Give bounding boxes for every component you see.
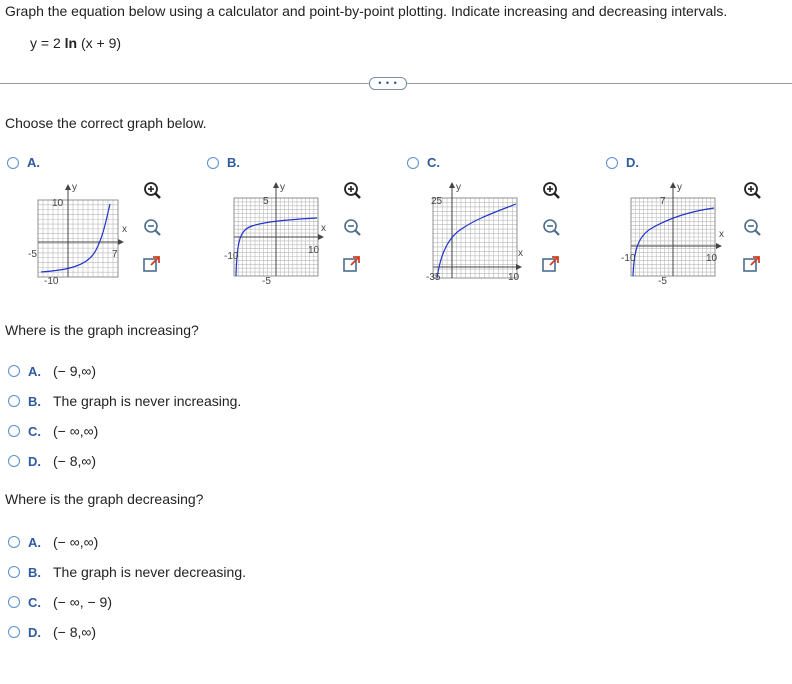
option-text: (− 9,∞) [53,363,97,379]
graph-b [222,180,337,285]
graph-a-letter: A. [27,155,40,170]
graph-d-letter: D. [626,155,639,170]
radio-graph-c[interactable] [407,157,419,169]
xtick-pos-label: 10 [508,272,520,283]
graph-d [620,180,735,285]
open-new-window-icon[interactable] [541,254,561,274]
zoom-in-icon[interactable] [342,180,362,200]
choose-prompt: Choose the correct graph below. [5,115,207,131]
zoom-in-icon[interactable] [742,180,762,200]
option-letter: D. [28,624,41,640]
graph-option-a[interactable] [7,155,40,170]
increasing-option-a[interactable] [8,363,96,379]
x-label: x [321,223,326,234]
xtick-pos-label: 7 [112,249,118,260]
option-letter: B. [28,564,41,580]
zoom-in-icon[interactable] [142,180,162,200]
x-axis-arrow [318,234,324,240]
zoom-out-icon[interactable] [342,217,362,237]
y-label: y [456,182,461,193]
x-axis-arrow [716,243,722,249]
option-text: (− 8,∞) [53,453,97,469]
decreasing-question: Where is the graph decreasing? [5,491,204,507]
ytick-label: 5 [263,196,269,207]
decreasing-option-c[interactable] [8,594,112,610]
xtick-pos-label: 10 [308,245,320,256]
y-label: y [280,182,285,193]
radio[interactable] [8,455,20,467]
graph-d-tools [742,180,762,274]
increasing-option-b[interactable] [8,393,241,409]
x-label: x [518,248,523,259]
ytick-neg-label: -5 [262,276,271,287]
y-axis-arrow [65,184,71,190]
x-label: x [719,229,724,240]
more-button[interactable]: • • • [369,77,407,90]
xtick-pos-label: 10 [706,253,718,264]
radio[interactable] [8,365,20,377]
graph-c [420,178,535,288]
graph-option-b[interactable] [207,155,240,170]
radio[interactable] [8,395,20,407]
option-letter: A. [28,534,41,550]
x-axis-arrow [118,239,124,245]
zoom-out-icon[interactable] [142,217,162,237]
radio[interactable] [8,596,20,608]
radio[interactable] [8,536,20,548]
radio-graph-a[interactable] [7,157,19,169]
graph-a-tools [142,180,162,274]
zoom-in-icon[interactable] [541,180,561,200]
open-new-window-icon[interactable] [142,254,162,274]
open-new-window-icon[interactable] [742,254,762,274]
option-letter: B. [28,393,41,409]
ytick-label: 25 [431,196,443,207]
increasing-option-d[interactable] [8,453,96,469]
xtick-neg-label: -5 [28,249,37,260]
radio-graph-b[interactable] [207,157,219,169]
increasing-option-c[interactable] [8,423,98,439]
option-text: (− ∞,∞) [53,423,99,439]
ytick-neg-label: -5 [658,276,667,287]
y-label: y [677,182,682,193]
x-axis-arrow [516,264,522,270]
y-label: y [72,182,77,193]
option-letter: C. [28,423,41,439]
equation [30,35,121,51]
graph-c-tools [541,180,561,274]
option-text: (− 8,∞) [53,624,97,640]
graph-b-letter: B. [227,155,240,170]
x-label: x [122,224,127,235]
zoom-out-icon[interactable] [742,217,762,237]
option-letter: D. [28,453,41,469]
increasing-question: Where is the graph increasing? [5,322,199,338]
radio-graph-d[interactable] [606,157,618,169]
graph-c-letter: C. [427,155,440,170]
option-letter: A. [28,363,41,379]
option-text: The graph is never decreasing. [53,564,246,580]
equation-rhs: (x + 9) [77,35,122,51]
decreasing-option-d[interactable] [8,624,96,640]
decreasing-option-a[interactable] [8,534,98,550]
option-letter: C. [28,594,41,610]
equation-fn: ln [64,35,78,51]
equation-lhs: y = 2 [30,35,65,51]
option-text: (− ∞, − 9) [53,594,113,610]
radio[interactable] [8,626,20,638]
xtick-neg-label: -10 [224,251,239,262]
ytick-label: 10 [52,198,64,209]
grid [433,198,517,278]
xtick-neg-label: -10 [621,253,636,264]
graph-option-d[interactable] [606,155,639,170]
y-axis-arrow [273,182,279,188]
y-axis-arrow [670,182,676,188]
graph-a [28,180,128,287]
open-new-window-icon[interactable] [342,254,362,274]
radio[interactable] [8,566,20,578]
decreasing-option-b[interactable] [8,564,246,580]
radio[interactable] [8,425,20,437]
ytick-neg-label: -10 [44,276,59,287]
ytick-label: 7 [660,196,666,207]
xtick-neg-label: -35 [426,272,441,283]
option-text: The graph is never increasing. [53,393,242,409]
graph-b-tools [342,180,362,274]
instructions: Graph the equation below using a calculator and point-by-point plotting. Indicate increasing and decreasing intervals. [5,3,728,19]
y-axis-arrow [449,182,455,188]
zoom-out-icon[interactable] [541,217,561,237]
option-text: (− ∞,∞) [53,534,99,550]
graph-option-c[interactable] [407,155,440,170]
